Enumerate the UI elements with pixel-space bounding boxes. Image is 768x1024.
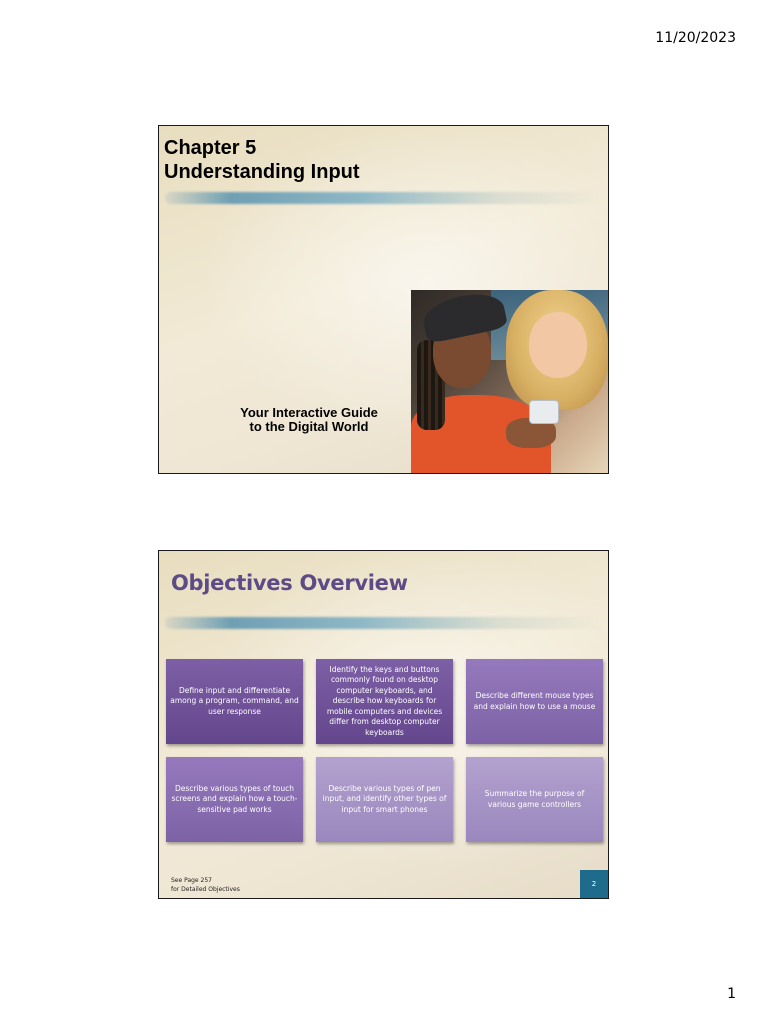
see-page-note <box>171 876 240 894</box>
objective-box: Describe various types of touch screens and explain how a touch-sensitive pad works <box>166 757 303 842</box>
people-photo <box>411 290 608 473</box>
subtitle-line2: to the Digital World <box>249 419 369 434</box>
photo-person-right-face <box>529 312 587 378</box>
slide-number-badge: 2 <box>580 870 608 898</box>
subtitle-line1: Your Interactive Guide <box>240 405 378 420</box>
slide-chapter-title <box>158 125 609 474</box>
decorative-swoosh <box>165 192 605 204</box>
objective-box: Describe various types of pen input, and identify other types of input for smart phones <box>316 757 453 842</box>
chapter-title-line2: Understanding Input <box>164 161 360 183</box>
chapter-title-line1: Chapter 5 <box>164 137 257 159</box>
objective-box: Describe different mouse types and explain how to use a mouse <box>466 659 603 744</box>
objectives-title: Objectives Overview <box>171 571 408 595</box>
see-page-line2: for Detailed Objectives <box>171 886 240 893</box>
objective-box: Identify the keys and buttons commonly found on desktop computer keyboards, and describe how keyboards for mobile computers and devices differ from desktop computer keyboards <box>316 659 453 744</box>
page-number: 1 <box>727 986 736 1002</box>
see-page-line1: See Page 257 <box>171 877 212 884</box>
page-date: 11/20/2023 <box>655 30 736 46</box>
chapter-title <box>164 136 360 184</box>
decorative-swoosh <box>165 617 605 629</box>
chapter-subtitle <box>229 406 389 434</box>
objective-box: Summarize the purpose of various game controllers <box>466 757 603 842</box>
photo-handheld-device <box>529 400 559 424</box>
objective-box: Define input and differentiate among a program, command, and user response <box>166 659 303 744</box>
slide-objectives <box>158 550 609 899</box>
